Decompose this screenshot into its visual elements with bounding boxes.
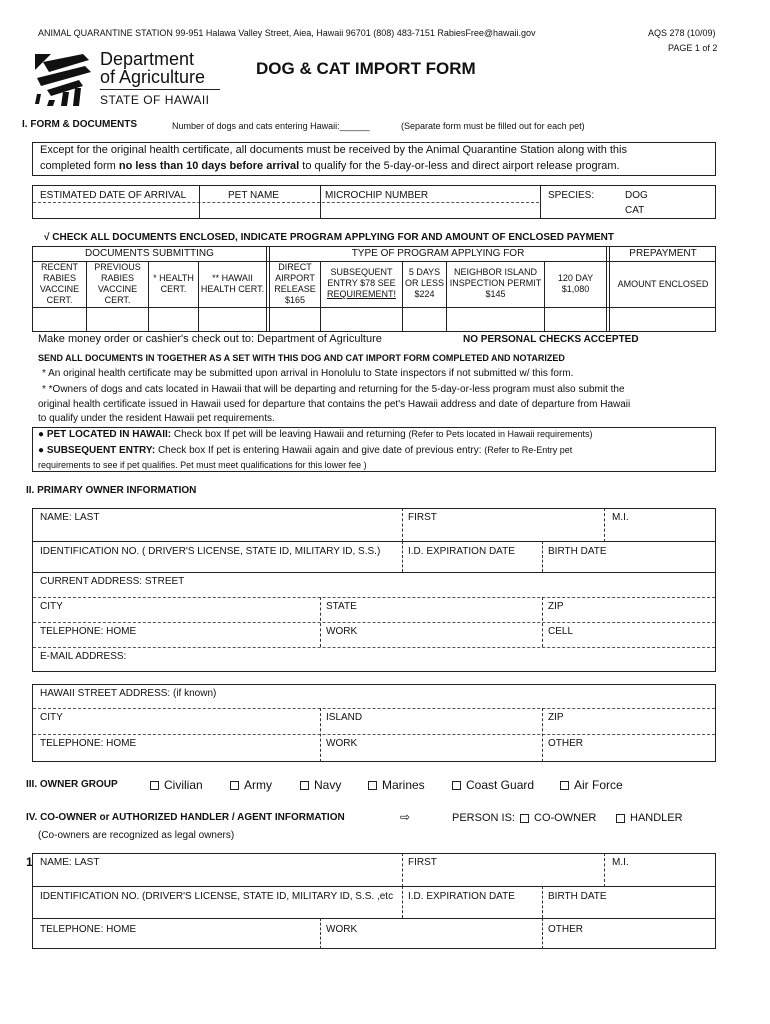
program-5-days[interactable]: 5 DAYS OR LESS $224 bbox=[404, 267, 444, 299]
owner-email-field[interactable]: E-MAIL ADDRESS: bbox=[40, 651, 127, 662]
owner-group-marines[interactable]: Marines bbox=[368, 778, 425, 792]
subsequent-entry-note: requirements to see if pet qualifies. Pet must meet qualifications for this lower fee ) bbox=[38, 460, 367, 470]
co-owner-row-number: 1 bbox=[26, 855, 33, 869]
health-cert-note: * An original health certificate may be submitted upon arrival in Honolulu to State inspectors if not submitted w/ this form. bbox=[42, 368, 574, 379]
doc-previous-rabies[interactable]: PREVIOUS RABIES VACCINE CERT. bbox=[94, 262, 141, 305]
co-owner-id-number-field[interactable]: IDENTIFICATION NO. (DRIVER'S LICENSE, STATE ID, MILITARY ID, S.S. ,etc bbox=[40, 891, 394, 902]
species-cat-option[interactable]: CAT bbox=[625, 205, 645, 216]
checkbox-icon bbox=[452, 781, 461, 790]
pet-name-field[interactable]: PET NAME bbox=[228, 190, 279, 201]
co-owner-id-expiration-field[interactable]: I.D. EXPIRATION DATE bbox=[408, 891, 515, 902]
page-title: DOG & CAT IMPORT FORM bbox=[256, 59, 476, 78]
notice-line2: completed form no less than 10 days before arrival to qualify for the 5-day-or-less and direct airport release program. bbox=[40, 160, 620, 172]
person-is-handler[interactable]: HANDLER bbox=[616, 812, 683, 824]
page-number: PAGE 1 of 2 bbox=[668, 43, 718, 53]
money-order-note: Make money order or cashier's check out to: Department of Agriculture bbox=[38, 333, 382, 345]
notice-line1: Except for the original health certificate, all documents must be received by the Animal Quarantine Station along with this bbox=[40, 144, 627, 156]
doc-hawaii-health-cert[interactable]: ** HAWAII HEALTH CERT. bbox=[200, 273, 265, 294]
header-address: ANIMAL QUARANTINE STATION 99-951 Halawa Valley Street, Aiea, Hawaii 96701 (808) 483-7151 RabiesFree@hawaii.gov bbox=[38, 28, 536, 38]
owner-group-navy[interactable]: Navy bbox=[300, 778, 341, 792]
hawaii-home-phone-field[interactable]: TELEPHONE: HOME bbox=[40, 738, 137, 749]
checkbox-icon bbox=[560, 781, 569, 790]
microchip-field[interactable]: MICROCHIP NUMBER bbox=[325, 190, 429, 201]
no-personal-checks: NO PERSONAL CHECKS ACCEPTED bbox=[463, 334, 639, 345]
arrow-right-icon: ⇨ bbox=[400, 810, 411, 824]
owner-zip-field[interactable]: ZIP bbox=[548, 601, 564, 612]
owner-group-air-force[interactable]: Air Force bbox=[560, 778, 623, 792]
owner-id-expiration-field[interactable]: I.D. EXPIRATION DATE bbox=[408, 546, 515, 557]
dept-name-line2: of Agriculture bbox=[100, 67, 206, 87]
owner-mi-field[interactable]: M.I. bbox=[612, 512, 629, 523]
owner-work-phone-field[interactable]: WORK bbox=[326, 626, 358, 637]
section4-heading: IV. CO-OWNER or AUTHORIZED HANDLER / AGENT INFORMATION bbox=[26, 812, 345, 823]
hawaii-owners-note-3: to qualify under the resident Hawaii pet requirements. bbox=[38, 413, 275, 424]
checkbox-icon bbox=[230, 781, 239, 790]
owner-birth-date-field[interactable]: BIRTH DATE bbox=[548, 546, 607, 557]
send-all-documents: SEND ALL DOCUMENTS IN TOGETHER AS A SET WITH THIS DOG AND CAT IMPORT FORM COMPLETED AND NOTARIZED bbox=[38, 353, 565, 363]
program-120-day[interactable]: 120 DAY $1,080 bbox=[557, 273, 594, 294]
check-documents-heading: √ CHECK ALL DOCUMENTS ENCLOSED, INDICATE PROGRAM APPLYING FOR AND AMOUNT OF ENCLOSED PAYMENT bbox=[44, 232, 614, 243]
program-neighbor-island[interactable]: NEIGHBOR ISLAND INSPECTION PERMIT $145 bbox=[449, 267, 542, 299]
hawaii-city-field[interactable]: CITY bbox=[40, 712, 63, 723]
section1-heading: I. FORM & DOCUMENTS bbox=[22, 119, 137, 130]
hawaii-island-field[interactable]: ISLAND bbox=[326, 712, 363, 723]
program-subsequent-entry[interactable]: SUBSEQUENT ENTRY $78 SEE REQUIREMENT! bbox=[326, 267, 396, 299]
co-owner-work-phone-field[interactable]: WORK bbox=[326, 924, 358, 935]
owner-last-name-field[interactable]: NAME: LAST bbox=[40, 512, 100, 523]
co-owner-birth-date-field[interactable]: BIRTH DATE bbox=[548, 891, 607, 902]
species-label: SPECIES: bbox=[548, 190, 595, 201]
person-is-label: PERSON IS: bbox=[452, 812, 515, 824]
co-owner-last-name-field[interactable]: NAME: LAST bbox=[40, 857, 100, 868]
hawaii-street-field[interactable]: HAWAII STREET ADDRESS: (if known) bbox=[40, 688, 217, 699]
co-owner-note: (Co-owners are recognized as legal owners) bbox=[38, 830, 235, 841]
doc-recent-rabies[interactable]: RECENT RABIES VACCINE CERT. bbox=[39, 262, 80, 305]
owner-street-field[interactable]: CURRENT ADDRESS: STREET bbox=[40, 576, 185, 587]
hawaii-other-phone-field[interactable]: OTHER bbox=[548, 738, 583, 749]
person-is-co-owner[interactable]: CO-OWNER bbox=[520, 812, 596, 824]
section2-heading: II. PRIMARY OWNER INFORMATION bbox=[26, 485, 197, 496]
hawaii-owners-note-1: * *Owners of dogs and cats located in Hawaii that will be departing and returning for the 5-day-or-less program must also submit the bbox=[42, 384, 625, 395]
co-owner-first-name-field[interactable]: FIRST bbox=[408, 857, 437, 868]
checkbox-icon bbox=[520, 814, 529, 823]
prepayment-header: PREPAYMENT bbox=[629, 248, 697, 259]
co-owner-other-phone-field[interactable]: OTHER bbox=[548, 924, 583, 935]
owner-group-civilian[interactable]: Civilian bbox=[150, 778, 203, 792]
owner-state-field[interactable]: STATE bbox=[326, 601, 357, 612]
owner-id-number-field[interactable]: IDENTIFICATION NO. ( DRIVER'S LICENSE, STATE ID, MILITARY ID, S.S.) bbox=[40, 546, 381, 557]
checkbox-icon bbox=[616, 814, 625, 823]
program-header: TYPE OF PROGRAM APPLYING FOR bbox=[351, 248, 525, 259]
hawaii-zip-field[interactable]: ZIP bbox=[548, 712, 564, 723]
owner-city-field[interactable]: CITY bbox=[40, 601, 63, 612]
program-direct-airport[interactable]: DIRECT AIRPORT RELEASE $165 bbox=[274, 262, 316, 305]
species-dog-option[interactable]: DOG bbox=[625, 190, 648, 201]
subsequent-entry-option[interactable]: ● SUBSEQUENT ENTRY: Check box If pet is entering Hawaii again and give date of previous entry: (Refer to Re-Entry pet bbox=[38, 445, 573, 456]
dept-name-line1: Department bbox=[100, 49, 195, 69]
dept-name-line3: STATE OF HAWAII bbox=[100, 93, 210, 107]
hawaii-owners-note-2: original health certificate issued in Hawaii used for departure that contains the pet's Hawaii address and date of departure from Hawaii bbox=[38, 399, 631, 410]
checkbox-icon bbox=[368, 781, 377, 790]
hawaii-work-phone-field[interactable]: WORK bbox=[326, 738, 358, 749]
agriculture-logo bbox=[33, 50, 97, 106]
doc-health-cert[interactable]: * HEALTH CERT. bbox=[153, 273, 194, 294]
amount-enclosed-field[interactable]: AMOUNT ENCLOSED bbox=[617, 279, 709, 289]
owner-first-name-field[interactable]: FIRST bbox=[408, 512, 437, 523]
owner-home-phone-field[interactable]: TELEPHONE: HOME bbox=[40, 626, 137, 637]
form-number: AQS 278 (10/09) bbox=[648, 28, 716, 38]
co-owner-mi-field[interactable]: M.I. bbox=[612, 857, 629, 868]
owner-group-coast-guard[interactable]: Coast Guard bbox=[452, 778, 534, 792]
pet-count-note: (Separate form must be filled out for each pet) bbox=[401, 121, 585, 131]
checkbox-icon bbox=[150, 781, 159, 790]
co-owner-home-phone-field[interactable]: TELEPHONE: HOME bbox=[40, 924, 137, 935]
arrival-date-field[interactable]: ESTIMATED DATE OF ARRIVAL bbox=[40, 190, 187, 201]
section3-heading: III. OWNER GROUP bbox=[26, 779, 118, 790]
pet-located-hawaii-option[interactable]: ● PET LOCATED IN HAWAII: Check box If pet will be leaving Hawaii and returning (Refer to Pets located in Hawaii requirements) bbox=[38, 429, 593, 440]
owner-group-army[interactable]: Army bbox=[230, 778, 272, 792]
owner-cell-phone-field[interactable]: CELL bbox=[548, 626, 574, 637]
pet-count-field[interactable]: Number of dogs and cats entering Hawaii:______ bbox=[172, 121, 370, 131]
docs-submitting-header: DOCUMENTS SUBMITTING bbox=[85, 248, 214, 259]
checkbox-icon bbox=[300, 781, 309, 790]
